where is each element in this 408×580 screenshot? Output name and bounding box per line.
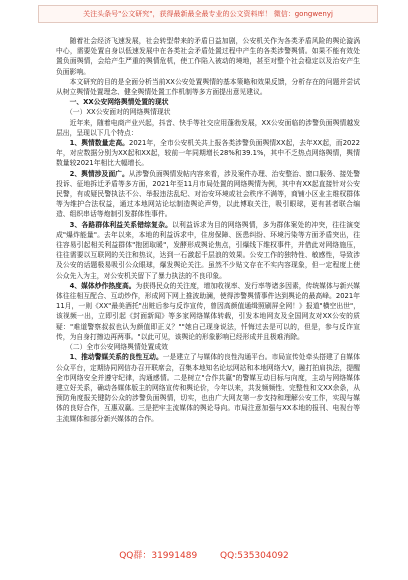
point-4-label: 4、媒体炒作热度高。: [69, 281, 136, 290]
point-1-label: 1、舆情数量走高。: [69, 139, 130, 148]
subsection-heading-2: （二）全市公安网络舆情处置成效: [66, 343, 168, 352]
intro-paragraph-1: 随着社会经济飞速发展，社会转型带来的矛盾日益加剧，公安机关作为各类矛盾风险的舆论漩涡中心，需要处置自身以低速发展中在各类社会矛盾处置过程中产生的各类涉警舆情。如果不能有效处置负面舆情，会给产生严重的舆情危机，使工作陷入被动的境地，甚至对整个社会稳定以及治安产生负面影响。: [56, 37, 360, 76]
point-3-text: 以利益诉求为目的网络舆情，多为群体案处的冲突，往往演变成"爆炸能量"。去年以来，本地的利益诉求中，住房保障、医患纠纷、环境污染等方面矛盾突出，往往容易引起相关利益群体"抱团取暖"，发酵形成舆论焦点，引爆线下维权事件，并借此对网络施压，往往需要以互联网的关注和热议，达到一石激起千层浪的效果。公安工作的独特性、敏感性，导致涉及公安的话题极易吸引公众眼球，爆发舆论关注。虽然不少贴文存在不实内容现象，但一定程度上使公众先入为主，对公安机关留下了暴力执法的不良印象。: [56, 220, 361, 280]
point-2-label: 2、舆情涉及面广。: [69, 169, 129, 178]
point-4-paragraph: [56, 281, 360, 342]
point-1-paragraph: [56, 138, 360, 169]
point-1-text: 2021年，全市公安机关共上报各类涉警负面舆情XX起，去年XX起，而2022年，对应数据分别为XX起和XX起，较前一年同期增长28%和39.1%，其中不乏热点网络舆情，舆情数量较2021年相比大幅增长。: [56, 139, 360, 168]
intro-paragraph-2: 本文研究的目的是全面分析当前XX公安处置舆情的基本策略和效果反馈，分析存在的问题并尝试从树立舆情处置理念、健全舆情处置工作机制等多方面提出意见建议。: [56, 77, 360, 97]
point-5-label: 1、推动警媒关系的良性互动。: [69, 353, 163, 362]
point-2-paragraph: [56, 169, 360, 220]
point-3-label: 3、各路群体利益关系错综复杂。: [69, 220, 173, 229]
footer-qq-group: QQ群：31991489: [119, 551, 198, 561]
promo-banner: 关注头条号"公文研究"，获得最新最全最专业的公文资料库！ 微信：gongwenyj: [38, 5, 378, 23]
subsection-heading-1: （一）XX公安面对的网络舆情现状: [66, 108, 171, 117]
point-5-paragraph: [56, 352, 360, 423]
subsection-1-paragraph: 近年来，随着电商产业兴起，抖音、快手等社交应用蓬勃发展，XX公安面临的涉警负面舆情越发层出，呈现以下几个特点：: [56, 118, 360, 137]
point-3-paragraph: [56, 220, 360, 281]
document-body: [56, 36, 360, 424]
point-4-text: 为获得民众的关注度，增加收视率、发行率等诸多因素，传统媒体与新兴媒体往往相互配合、互动炒作，形成网下网上推波助澜，使得涉警舆情事件达到舆论的最高峰。2021年11月，一则《XX"最美酒托"出赃后参与反诈宣传，曾因高颜值通缉照刷屏全网！》报道"横空出世"，该视频一出，立即引起《封面新闻》等多家网络媒体转载，引发本地网友及全国网友对XX公安的质疑："难道警察叔叔也认为颜值即正义？""她自己现身说法，忏悔过去是可以的，但是，参与反诈宣传，为自身打擦边再两事。"以此可见，该舆论的形象影响已经形成并且极难消除。: [56, 281, 360, 341]
point-5-text: 一是建立了与媒体的良性沟通平台。市局宣传处牵头搭建了自媒体公众平台，定期协同网信办召开联席会，召集本地知名论坛网站和本地网络大V，融打拍肩执法，提醒全市网络安全并遵守纪律，沟通感情。二是树立"合作共赢"的警媒互动目标与向度，主动与网络媒体建立好关系，确动各媒体版主的网络宣传和舆论价，今年以来，共发频频性、完整性和文XX余条，从预防角度报关键防公众的涉警负面舆情，切实，也由广大网友第一步支持和理解公安工作，实现与媒体的良好合作，互惠双赢。三是把牢主流媒体的舆论导向。市局注意加强与XX本地的报刊、电视台等主流媒体和部分新兴媒体的合作。: [56, 353, 360, 423]
footer-qq: QQ:535304092: [220, 551, 289, 561]
point-2-text: 从涉警负面舆情发帖内容来看，涉及案件办理、治安整治、窗口服务、接处警投诉、征地拆迁矛盾等多方面，2021年至11月市局处置的网络舆情为例，其中有XX起直接针对公安民警，有或疑民警执法不公、举报违法乱纪、对治安环境或社会秩序不满等，商铺小区业主维权群体等为维护合法权益，通过本地网站论坛制造舆论声势，以此博取关注，吸引眼球，更有甚者联合编造、组织串话等炮制引发群体性事件。: [56, 169, 361, 219]
page-footer: [0, 548, 408, 564]
section-heading-1: 一、XX公安网络舆情处置的现状: [69, 98, 169, 107]
